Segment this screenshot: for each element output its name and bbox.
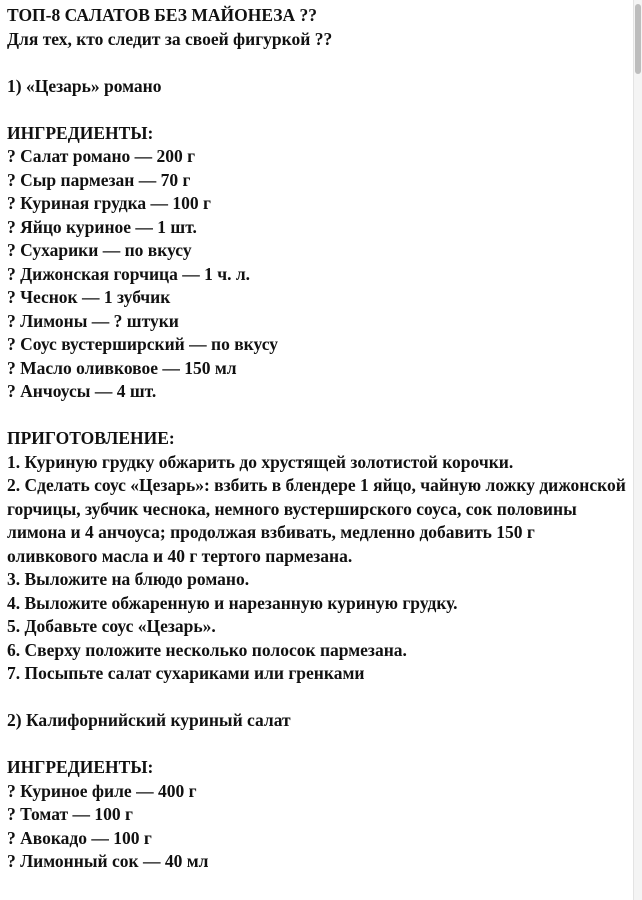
recipe-document xyxy=(7,4,629,874)
step-item: 1. Куриную грудку обжарить до хрустящей золотистой корочки. xyxy=(7,451,514,472)
step-item: 7. Посыпьте салат сухариками или гренками xyxy=(7,663,365,683)
ingredient-item: ? Масло оливковое — 150 мл xyxy=(7,357,237,378)
step-item: 6. Сверху положите несколько полосок пармезана. xyxy=(7,639,407,660)
ingredient-item: ? Чеснок — 1 зубчик xyxy=(7,287,171,307)
ingredient-item: ? Дижонская горчица — 1 ч. л. xyxy=(7,263,251,284)
spacer xyxy=(7,686,629,710)
steps-heading: ПРИГОТОВЛЕНИЕ: xyxy=(7,428,175,448)
vertical-scrollbar[interactable] xyxy=(633,0,642,900)
step-item: 2. Сделать соус «Цезарь»: взбить в блендере 1 яйцо, чайную ложку дижонской горчицы, зубчик чеснока, немного вустерширского соуса, сок половины лимона и 4 анчоуса; продолжая взбивать, медленно добавить 150 г оливкового масла и 40 г тертого пармезана. xyxy=(7,475,626,566)
ingredient-item: ? Сыр пармезан — 70 г xyxy=(7,169,191,190)
ingredients-heading: ИНГРЕДИЕНТЫ: xyxy=(7,757,154,777)
step-item: 4. Выложите обжаренную и нарезанную куриную грудку. xyxy=(7,592,458,613)
recipe-title: 2) Калифорнийский куриный салат xyxy=(7,710,291,730)
ingredient-item: ? Лимонный сок — 40 мл xyxy=(7,851,209,871)
ingredient-item: ? Анчоусы — 4 шт. xyxy=(7,381,157,401)
ingredient-item: ? Авокадо — 100 г xyxy=(7,827,152,848)
ingredient-item: ? Яйцо куриное — 1 шт. xyxy=(7,216,197,237)
spacer xyxy=(7,51,629,75)
spacer xyxy=(7,404,629,428)
step-item: 3. Выложите на блюдо романо. xyxy=(7,569,250,589)
ingredient-item: ? Куриное филе — 400 г xyxy=(7,780,197,801)
document-subtitle: Для тех, кто следит за своей фигуркой ?? xyxy=(7,28,333,49)
document-title: ТОП-8 САЛАТОВ БЕЗ МАЙОНЕЗА ?? xyxy=(7,5,317,25)
ingredients-heading: ИНГРЕДИЕНТЫ: xyxy=(7,122,154,143)
ingredient-item: ? Салат романо — 200 г xyxy=(7,146,196,166)
spacer xyxy=(7,733,629,757)
ingredient-item: ? Куриная грудка — 100 г xyxy=(7,193,211,213)
spacer xyxy=(7,98,629,122)
ingredient-item: ? Сухарики — по вкусу xyxy=(7,240,192,260)
recipe-title: 1) «Цезарь» романо xyxy=(7,75,162,96)
recipe-1 xyxy=(7,75,629,686)
step-item: 5. Добавьте соус «Цезарь». xyxy=(7,616,216,636)
scrollbar-thumb[interactable] xyxy=(635,4,641,74)
recipe-2 xyxy=(7,709,629,874)
ingredient-item: ? Соус вустерширский — по вкусу xyxy=(7,334,278,354)
ingredient-item: ? Томат — 100 г xyxy=(7,804,133,824)
ingredient-item: ? Лимоны — ? штуки xyxy=(7,310,179,331)
